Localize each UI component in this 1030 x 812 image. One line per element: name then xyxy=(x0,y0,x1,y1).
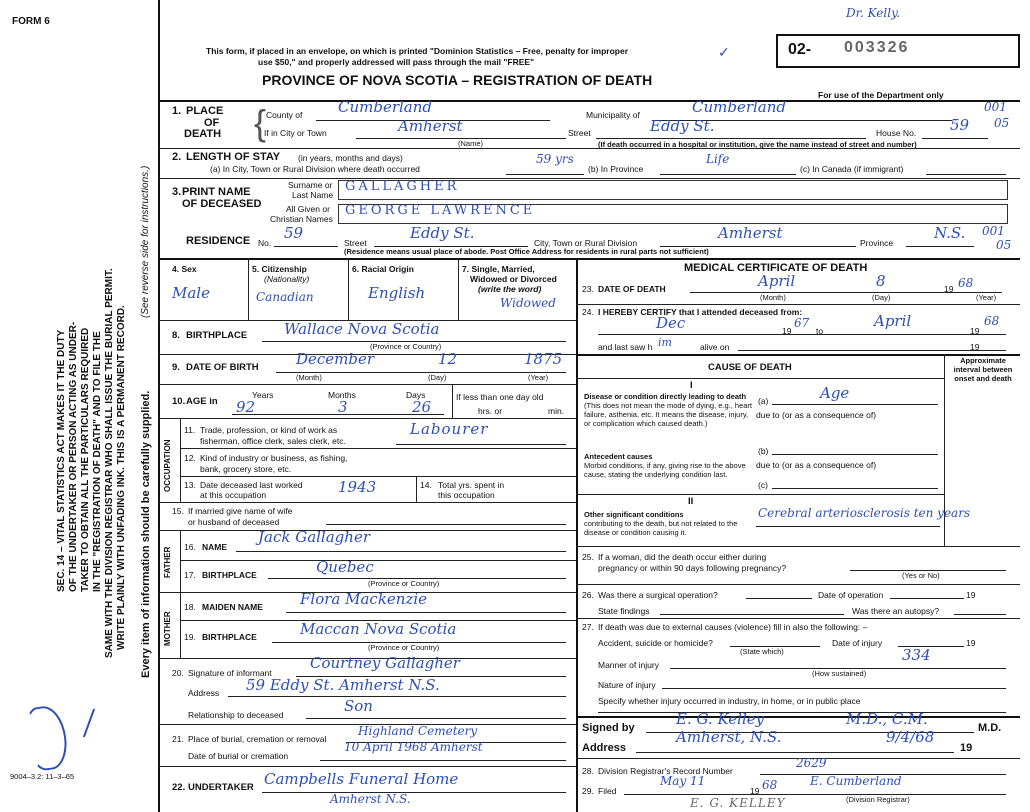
dob-label: DATE OF BIRTH xyxy=(186,362,259,373)
sex-value: Male xyxy=(172,284,210,302)
total-yrs-label-2: this occupation xyxy=(438,490,495,500)
rule-cause-sub xyxy=(576,378,944,379)
q27-num: 27. xyxy=(582,622,594,632)
relationship-label: Relationship to deceased xyxy=(188,710,284,720)
cause-a-line xyxy=(772,404,938,405)
div-age-less xyxy=(452,384,453,418)
certify-line xyxy=(598,334,1006,335)
death-date-label: DATE OF DEATH xyxy=(598,284,666,294)
other-value: Cerebral arteriosclerosis ten years xyxy=(758,506,971,520)
given-label-1: All Given or xyxy=(286,204,330,214)
county-code: 001 xyxy=(984,100,1007,114)
burial-date-value: 10 April 1968 Amherst xyxy=(344,740,483,754)
hospital-note: (If death occurred in a hospital or institution, give the name instead of street and number) xyxy=(598,140,917,149)
father-name-value: Jack Gallagher xyxy=(258,528,370,546)
house-label: House No. xyxy=(876,128,917,138)
cause-a-label: (a) xyxy=(758,396,769,406)
medical-title: MEDICAL CERTIFICATE OF DEATH xyxy=(684,262,868,274)
side-text-instructions: (See reverse side for instructions.) xyxy=(140,165,151,318)
surname-value: GALLAGHER xyxy=(345,179,460,194)
trade-num: 11. xyxy=(184,425,196,435)
age-months-label: Months xyxy=(328,390,356,400)
cause-a-due: due to (or as a consequence of) xyxy=(756,410,877,420)
occupation-side-label: OCCUPATION xyxy=(163,439,172,492)
given-name-box xyxy=(338,204,1008,224)
rule-13 xyxy=(180,476,576,477)
residence-city-label: City, Town or Rural Division xyxy=(534,238,638,248)
mother-num: 18. xyxy=(184,602,196,612)
undertaker-label: UNDERTAKER xyxy=(188,782,254,793)
mother-name-line xyxy=(286,612,566,613)
age-days-value: 26 xyxy=(412,398,432,416)
spouse-label-2: or husband of deceased xyxy=(188,517,280,527)
age-months-value: 3 xyxy=(338,398,348,416)
burial-label-1: Place of burial, cremation or removal xyxy=(188,734,327,744)
less-day-2: hrs. or xyxy=(478,406,503,416)
certify-num: 24. xyxy=(582,307,594,317)
residence-label: RESIDENCE xyxy=(186,235,251,247)
alive-on-label: alive on xyxy=(700,342,730,352)
md-label: M.D. xyxy=(978,722,1002,734)
cause-title: CAUSE OF DEATH xyxy=(708,362,792,373)
age-num: 10. xyxy=(172,396,186,407)
residence-street-value: Eddy St. xyxy=(410,224,475,242)
rule-10 xyxy=(158,384,576,385)
citizenship-sub: (Nationality) xyxy=(264,274,310,284)
street-label: Street xyxy=(568,128,591,138)
last-saw-value: im xyxy=(658,336,672,349)
registration-number: 003326 xyxy=(844,39,910,56)
stay-c-line xyxy=(926,174,1006,175)
rule-2 xyxy=(158,148,1020,149)
registrar-caption: (Division Registrar) xyxy=(846,795,910,804)
father-num: 16. xyxy=(184,542,196,552)
div-5-6 xyxy=(348,258,349,320)
less-day-3: min. xyxy=(548,406,565,416)
center-divider xyxy=(576,258,578,812)
autopsy-line xyxy=(954,614,1006,615)
total-yrs-num: 14. xyxy=(420,480,432,490)
address-line xyxy=(636,752,954,753)
stay-b-label: (b) In Province xyxy=(588,164,644,174)
filed-label: Filed xyxy=(598,786,617,796)
industry-label-1: Kind of industry or business, as fishing, xyxy=(200,453,348,463)
relationship-line xyxy=(306,718,566,719)
marital-label-2: Widowed or Divorced xyxy=(470,274,557,284)
certify-to-month: April xyxy=(874,312,912,330)
stay-a-value: 59 yrs xyxy=(536,152,574,166)
last-worked-label-1: Date deceased last worked xyxy=(200,480,303,490)
death-day: 8 xyxy=(876,272,886,290)
industry-num: 12. xyxy=(184,453,196,463)
disease-label: Disease or condition directly leading to death xyxy=(584,392,747,401)
county-value: Cumberland xyxy=(338,98,433,116)
div-6-7 xyxy=(458,258,459,320)
certify-to-year: 68 xyxy=(984,314,1000,328)
rule-27 xyxy=(576,618,1020,619)
mother-bp-num: 19. xyxy=(184,632,196,642)
citizenship-value: Canadian xyxy=(256,290,314,304)
cause-code: 334 xyxy=(902,646,931,664)
undertaker-value: Campbells Funeral Home xyxy=(264,770,459,788)
place-label-2: OF xyxy=(204,117,220,129)
q25-caption: (Yes or No) xyxy=(902,571,940,580)
informant-address-value: 59 Eddy St. Amherst N.S. xyxy=(246,676,440,694)
house-line xyxy=(922,138,988,139)
trade-line xyxy=(396,444,566,445)
rule-15 xyxy=(158,502,576,503)
side-text-line3: TAKER TO OBTAIN ALL THE PARTICULARS REQUIRED xyxy=(80,327,91,592)
side-text-line5: SAME WITH THE DIVISION REGISTRAR WHO SHALL ISSUE THE BURIAL PERMIT. xyxy=(104,268,115,658)
surname-box xyxy=(338,180,1008,200)
place-brace: { xyxy=(254,102,267,143)
other-block xyxy=(584,510,754,537)
father-bp-num: 17. xyxy=(184,570,196,580)
stay-a-label: (a) In City, Town or Rural Division where death occurred xyxy=(210,164,420,174)
mother-bp-label: BIRTHPLACE xyxy=(202,632,257,642)
death-year-prefix: 19 xyxy=(944,284,954,294)
place-label-1: PLACE xyxy=(186,105,224,117)
antecedent-label: Antecedent causes xyxy=(584,452,653,461)
form-code: 9004–3.2: 11–3–65 xyxy=(10,772,75,781)
record-value: 2629 xyxy=(796,756,827,770)
form-title: PROVINCE OF NOVA SCOTIA – REGISTRATION OF DEATH xyxy=(262,72,653,88)
cause-c-line xyxy=(772,488,938,489)
racial-value: English xyxy=(368,284,426,302)
rule-26 xyxy=(576,584,1020,585)
disease-note: (This does not mean the mode of dying, e.g., heart failure, asthenia, etc. It means the disease, injury, or complication which caused death.) xyxy=(584,401,753,428)
specify-label: Specify whether injury occurred in industry, in home, or in public place xyxy=(598,696,861,706)
dob-year: 1875 xyxy=(524,350,563,368)
municipality-value: Cumberland xyxy=(692,98,787,116)
side-text-line4: IN THE "REGISTRATION OF DEATH" AND TO FILE THE xyxy=(92,331,103,592)
informant-signature: Courtney Gallagher xyxy=(310,654,460,672)
name-label-1: PRINT NAME xyxy=(182,186,251,198)
spouse-num: 15. xyxy=(172,506,184,516)
last-worked-num: 13. xyxy=(184,480,196,490)
burial-label-2: Date of burial or cremation xyxy=(188,751,289,761)
birthplace-caption: (Province or Country) xyxy=(370,342,442,351)
pen-scribble-mark xyxy=(24,704,71,773)
nature-line xyxy=(662,688,1006,689)
residence-province-value: N.S. xyxy=(934,224,966,242)
q26-num: 26. xyxy=(582,590,594,600)
rule-3 xyxy=(158,178,1020,179)
pen-stroke-mark xyxy=(83,709,95,738)
death-month: April xyxy=(758,272,796,290)
dob-year-cap: (Year) xyxy=(528,373,549,382)
age-days-label: Days xyxy=(406,390,426,400)
stay-sub: (in years, months and days) xyxy=(298,153,403,163)
marital-label-3: (write the word) xyxy=(478,284,542,294)
relationship-value: Son xyxy=(344,697,373,715)
cause-b-line xyxy=(772,454,938,455)
record-num: 28. xyxy=(582,766,594,776)
mother-side-divider xyxy=(180,592,181,658)
registration-prefix: 02- xyxy=(788,41,812,58)
other-label: Other significant conditions xyxy=(584,510,684,519)
racial-label: 6. Racial Origin xyxy=(352,264,414,274)
rule-11 xyxy=(158,418,576,419)
rule-22 xyxy=(158,766,576,767)
q25-num: 25. xyxy=(582,552,594,562)
stay-c-label: (c) In Canada (if immigrant) xyxy=(800,164,904,174)
q26-label: Was there a surgical operation? xyxy=(598,590,718,600)
age-line xyxy=(232,414,444,415)
cause-b-due: due to (or as a consequence of) xyxy=(756,460,877,470)
spouse-line xyxy=(326,524,566,525)
antecedent-note: Morbid conditions, if any, giving rise to the above cause, stating the underlying condition last. xyxy=(584,461,746,479)
burial-date-line xyxy=(320,760,566,761)
father-bp-caption: (Province or Country) xyxy=(368,579,440,588)
side-text-line6: WRITE PLAINLY WITH UNFADING INK. THIS IS A PERMANENT RECORD. xyxy=(116,305,127,650)
check-mark-icon: ✓ xyxy=(718,44,730,60)
q25-label-1: If a woman, did the death occur either during xyxy=(598,552,767,562)
name-num: 3. xyxy=(172,186,182,198)
roman-i: I xyxy=(690,380,693,391)
birthplace-num: 8. xyxy=(172,330,180,341)
bottom-pencil-note: E. G. KELLEY xyxy=(690,796,786,810)
given-label-2: Christian Names xyxy=(270,214,333,224)
citizenship-label: 5. Citizenship xyxy=(252,264,307,274)
cause-b-label: (b) xyxy=(758,446,769,456)
mother-name-value: Flora Mackenzie xyxy=(300,590,428,608)
stay-a-line xyxy=(506,174,584,175)
interval-label: Approximate interval between onset and death xyxy=(953,356,1013,383)
filed-year: 68 xyxy=(762,778,778,792)
burial-place-value: Highland Cemetery xyxy=(358,724,478,738)
place-label-3: DEATH xyxy=(184,128,222,140)
dob-month: December xyxy=(296,350,375,368)
certify-from-year: 67 xyxy=(794,316,810,330)
father-bp-value: Quebec xyxy=(316,558,374,576)
rule-24 xyxy=(576,304,1020,305)
stay-b-line xyxy=(660,174,796,175)
death-year: 68 xyxy=(958,276,974,290)
filed-num: 29. xyxy=(582,786,594,796)
less-day-1: If less than one day old xyxy=(456,392,544,402)
death-year-cap: (Year) xyxy=(976,293,997,302)
manner-caption: (How sustained) xyxy=(812,669,867,678)
rule-signed xyxy=(576,716,1020,718)
father-name-line xyxy=(236,551,566,552)
div-4-5 xyxy=(248,258,249,320)
informant-num: 20. xyxy=(172,668,184,678)
q26-line xyxy=(746,598,812,599)
total-yrs-label-1: Total yrs. spent in xyxy=(438,480,505,490)
trade-value: Labourer xyxy=(410,420,489,438)
surname-label-1: Surname or xyxy=(288,180,333,190)
residence-no-line xyxy=(274,246,338,247)
side-text-line2: OF THE UNDERTAKER OR PERSON ACTING AS UNDER- xyxy=(68,321,79,592)
street-line xyxy=(596,138,866,139)
house-code: 05 xyxy=(994,116,1010,130)
address-label: Address xyxy=(582,742,627,754)
surname-label-2: Last Name xyxy=(292,190,334,200)
spouse-label-1: If married give name of wife xyxy=(188,506,293,516)
rule-top xyxy=(158,100,1020,102)
trade-label-2: fisherman, office clerk, sales clerk, etc. xyxy=(200,436,346,446)
informant-label: Signature of informant xyxy=(188,668,272,678)
rule-25 xyxy=(576,546,1020,547)
residence-province-line xyxy=(906,246,974,247)
residence-no-label: No. xyxy=(258,238,272,248)
birthplace-value: Wallace Nova Scotia xyxy=(284,320,440,338)
city-caption: (Name) xyxy=(458,139,484,148)
signature-value: E. G. Kelley xyxy=(676,710,765,728)
nature-label: Nature of injury xyxy=(598,680,656,690)
undertaker-town: Amherst N.S. xyxy=(330,792,411,806)
roman-ii: II xyxy=(688,496,694,507)
filed-line xyxy=(624,794,1006,795)
dob-day: 12 xyxy=(438,350,458,368)
department-use-label: For use of the Department only xyxy=(818,90,944,100)
div-13-14 xyxy=(416,476,417,502)
certify-from-month: Dec xyxy=(656,314,686,332)
certify-to-19: 19 xyxy=(970,326,980,336)
occupation-side-divider xyxy=(180,418,181,502)
filed-19: 19 xyxy=(750,786,760,796)
certify-to: to xyxy=(816,326,824,336)
marital-label-1: 7. Single, Married, xyxy=(462,264,535,274)
side-text-careful: Every item of information should be carefully supplied. xyxy=(140,390,152,678)
record-label: Division Registrar's Record Number xyxy=(598,766,733,776)
alive-on-19: 19 xyxy=(970,342,980,352)
sex-label: 4. Sex xyxy=(172,264,197,274)
informant-address-label: Address xyxy=(188,688,220,698)
date-injury-19: 19 xyxy=(966,638,976,648)
cause-c-label: (c) xyxy=(758,480,768,490)
other-line xyxy=(756,526,940,527)
dob-month-cap: (Month) xyxy=(296,373,322,382)
father-name-label: NAME xyxy=(202,542,228,552)
mother-bp-value: Maccan Nova Scotia xyxy=(300,620,457,638)
death-date-num: 23. xyxy=(582,284,594,294)
mail-notice-line1: This form, if placed in an envelope, on which is printed "Dominion Statistics – Free, penalty for improper xyxy=(206,46,629,56)
registration-number-box xyxy=(776,34,1020,68)
dob-num: 9. xyxy=(172,362,180,373)
side-text-line1: SEC. 14 – VITAL STATISTICS ACT MAKES IT THE DUTY xyxy=(56,329,67,592)
stay-label: LENGTH OF STAY xyxy=(186,151,281,163)
other-note: contributing to the death, but not related to the disease or condition causing it. xyxy=(584,519,738,537)
father-bp-label: BIRTHPLACE xyxy=(202,570,257,580)
death-day-cap: (Day) xyxy=(872,293,891,302)
residence-city-value: Amherst xyxy=(718,224,783,242)
residence-street-label: Street xyxy=(344,238,367,248)
residence-code-2: 05 xyxy=(996,238,1012,252)
alive-on-line xyxy=(738,350,1006,351)
marital-value: Widowed xyxy=(500,296,556,310)
death-date-line xyxy=(690,292,1002,293)
signed-label: Signed by xyxy=(582,722,635,734)
cause-a-value: Age xyxy=(820,384,850,402)
age-years-label: Years xyxy=(252,390,274,400)
death-month-cap: (Month) xyxy=(760,293,786,302)
date-injury-label: Date of injury xyxy=(832,638,883,648)
last-worked-value: 1943 xyxy=(338,478,377,496)
undertaker-num: 22. xyxy=(172,782,186,793)
house-value: 59 xyxy=(950,116,970,134)
accident-caption: (State which) xyxy=(740,647,784,656)
mother-name-label: MAIDEN NAME xyxy=(202,602,263,612)
stay-num: 2. xyxy=(172,151,182,163)
filed-date: May 11 xyxy=(660,774,706,788)
dob-day-cap: (Day) xyxy=(428,373,447,382)
last-worked-label-2: at this occupation xyxy=(200,490,267,500)
residence-no-value: 59 xyxy=(284,224,304,242)
manner-label: Manner of injury xyxy=(598,660,659,670)
left-border xyxy=(158,0,160,812)
given-name-value: GEORGE LAWRENCE xyxy=(345,203,536,218)
date-op-line xyxy=(890,598,964,599)
rule-17 xyxy=(180,560,576,561)
residence-code-1: 001 xyxy=(982,224,1005,238)
mother-bp-caption: (Province or Country) xyxy=(368,643,440,652)
residence-note: (Residence means usual place of abode. Post Office Address for residents in rural parts not sufficient) xyxy=(344,247,709,256)
disease-block xyxy=(584,392,752,428)
date-op-19: 19 xyxy=(966,590,976,600)
certify-label: I HEREBY CERTIFY that I attended deceased from: xyxy=(598,307,803,317)
informant-address-line xyxy=(228,696,566,697)
undertaker-line xyxy=(262,792,566,793)
county-label: County of xyxy=(266,110,303,120)
mail-notice-line2: use $50," and properly addressed will pass through the mail "FREE" xyxy=(258,57,535,67)
birthplace-label: BIRTHPLACE xyxy=(186,330,248,341)
doctor-note: Dr. Kelly. xyxy=(846,6,901,20)
city-label: If in City or Town xyxy=(264,128,327,138)
place-num: 1. xyxy=(172,105,182,117)
residence-province-label: Province xyxy=(860,238,894,248)
findings-line xyxy=(660,614,844,615)
registrar-signature: E. Cumberland xyxy=(810,774,902,788)
address-19: 19 xyxy=(960,742,973,754)
address-date: 9/4/68 xyxy=(886,728,935,746)
street-value: Eddy St. xyxy=(650,117,715,135)
rule-ii xyxy=(576,494,944,495)
city-value: Amherst xyxy=(398,117,463,135)
father-side-label: FATHER xyxy=(163,546,172,578)
form-number: FORM 6 xyxy=(12,16,50,27)
rule-4 xyxy=(158,258,1020,260)
state-findings-label: State findings xyxy=(598,606,650,616)
stay-b-value: Life xyxy=(706,152,730,166)
specify-line xyxy=(598,712,1006,713)
age-years-value: 92 xyxy=(236,398,256,416)
signature-credentials: M.D., C.M. xyxy=(846,710,928,728)
trade-label-1: Trade, profession, or kind of work as xyxy=(200,425,338,435)
q25-label-2: pregnancy or within 90 days following pregnancy? xyxy=(598,563,787,573)
antecedent-block xyxy=(584,452,752,479)
municipality-label: Municipality of xyxy=(586,110,640,120)
age-label: AGE in xyxy=(186,396,218,407)
autopsy-label: Was there an autopsy? xyxy=(852,606,940,616)
father-side-divider xyxy=(180,530,181,592)
mother-side-label: MOTHER xyxy=(163,611,172,646)
rule-12 xyxy=(180,448,576,449)
accident-label: Accident, suicide or homicide? xyxy=(598,638,713,648)
burial-num: 21. xyxy=(172,734,184,744)
certify-from-19: 19 xyxy=(782,326,792,336)
q27-label: If death was due to external causes (violence) fill in also the following: – xyxy=(598,622,868,632)
address-value: Amherst, N.S. xyxy=(676,728,782,746)
industry-label-2: bank, grocery store, etc. xyxy=(200,464,292,474)
date-op-label: Date of operation xyxy=(818,590,884,600)
last-saw-label: and last saw h xyxy=(598,342,653,352)
name-label-2: OF DECEASED xyxy=(182,198,262,210)
